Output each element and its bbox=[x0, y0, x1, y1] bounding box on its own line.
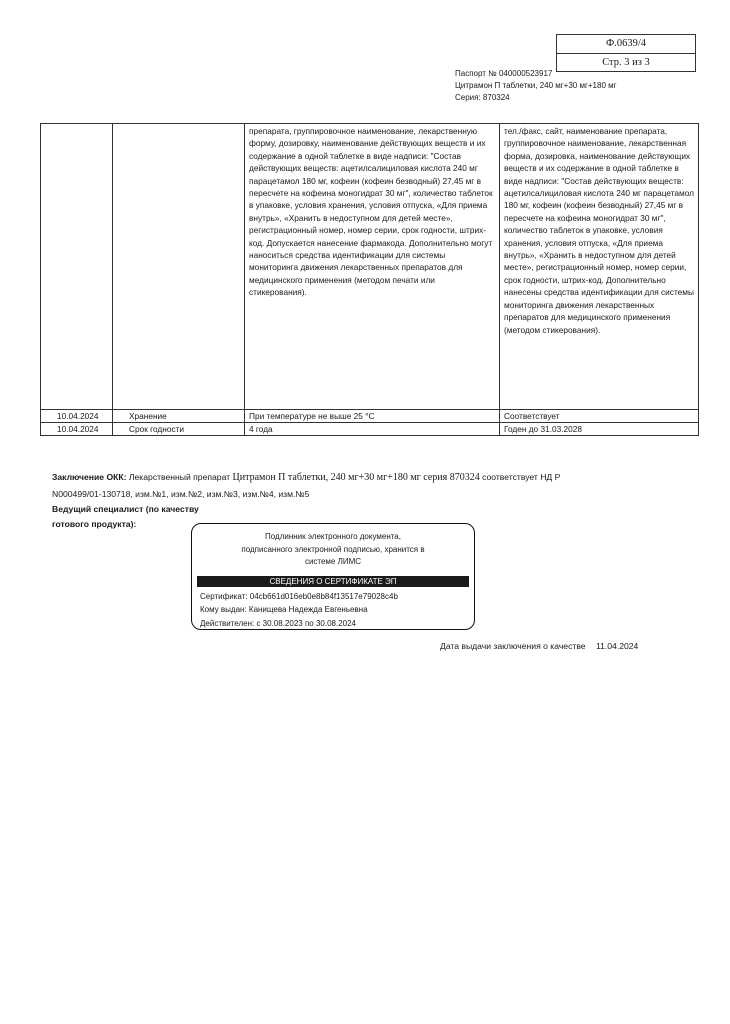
row-result: Соответствует bbox=[500, 410, 699, 423]
page-counter: Стр. 3 из 3 bbox=[557, 53, 695, 72]
row-requirement: препарата, группировочное наименование, лекарственную форму, дозировку, наименование действующих веществ и их содержание в одной таблетке в виде надписи: "Состав действующих веществ: ацетилсалициловая кислота 240 мг парацетамол 180 мг, кофеин (кофеин безводный) 27,45 мг в пересчете на кофеина моногидрат 30 мг", количество таблеток в упаковке, условия хранения, условия отпуска, «Для приема внутрь», «Хранить в недоступном для детей месте», регистрационный номер, номер серии, срок годности, штрих-код. Допускается нанесение фармакода. Дополнительно могут наноситься средства идентификации для системы мониторинга движения лекарственных препаратов для медицинского применения (методом печати или стикерования). bbox=[245, 124, 500, 410]
row-requirement: При температуре не выше 25 °С bbox=[245, 410, 500, 423]
issue-date-label: Дата выдачи заключения о качестве bbox=[440, 641, 586, 651]
conclusion-product: Цитрамон П таблетки, 240 мг+30 мг+180 мг серия 870324 bbox=[232, 472, 480, 483]
form-code: Ф.0639/4 bbox=[605, 38, 647, 49]
row-result: Годен до 31.03.2028 bbox=[500, 423, 699, 436]
row-date: 10.04.2024 bbox=[41, 410, 113, 423]
stamp-line: системе ЛИМС bbox=[304, 557, 362, 566]
issue-date bbox=[440, 641, 638, 651]
passport-header bbox=[455, 68, 617, 104]
table-row bbox=[41, 423, 699, 436]
stamp-issued-to: Кому выдан: Канищева Надежда Евгеньевна bbox=[200, 605, 368, 614]
e-signature-stamp bbox=[191, 523, 475, 630]
row-result: тел./факс, сайт, наименование препарата, группировочное наименование, лекарственная форма, дозировка, наименование действующих веществ и их содержание в одной таблетке в виде надписи: "Состав действующих веществ: ацетилсалициловая кислота 240 мг парацетамол 180 мг, кофеин (кофеин безводный) 27,45 мг в пересчете на кофеина моногидрат 30 мг", количество таблеток в упаковке, условия хранения, условия отпуска, «Для приема внутрь», «Хранить в недоступном для детей месте», регистрационный номер, номер серии, срок годности, штрих-код. Дополнительно нанесены средства идентификации для системы мониторинга движения лекарственных препаратов для медицинского применения (методом стикерования). bbox=[500, 124, 699, 410]
conclusion-text bbox=[52, 469, 612, 502]
product-name: Цитрамон П таблетки, 240 мг+30 мг+180 мг bbox=[455, 81, 617, 90]
stamp-header bbox=[192, 531, 474, 569]
row-indicator: Срок годности bbox=[113, 423, 245, 436]
row-indicator bbox=[113, 124, 245, 410]
row-indicator: Хранение bbox=[113, 410, 245, 423]
conclusion-pre: Лекарственный препарат bbox=[128, 472, 231, 482]
form-code-box bbox=[556, 34, 696, 72]
table-row bbox=[41, 124, 699, 410]
row-date: 10.04.2024 bbox=[41, 423, 113, 436]
quality-table bbox=[40, 123, 699, 436]
row-date bbox=[41, 124, 113, 410]
table-row bbox=[41, 410, 699, 423]
row-requirement: 4 года bbox=[245, 423, 500, 436]
series-number: Серия: 870324 bbox=[455, 93, 510, 102]
passport-number: Паспорт № 040000523917 bbox=[455, 69, 553, 78]
stamp-certificate: Сертификат: 04cb661d016eb0e8b84f13517e79028c4b bbox=[200, 591, 398, 601]
conclusion-label: Заключение ОКК: bbox=[52, 472, 127, 482]
specialist-label: Ведущий специалист (по качеству готового продукта): bbox=[52, 504, 199, 529]
conclusion-post: соответствует НД Р N000499/01-130718, изм.№1, изм.№2, изм.№3, изм.№4, изм.№5 bbox=[52, 472, 561, 499]
stamp-line: подписанного электронной подписью, хранится в bbox=[241, 544, 425, 554]
stamp-validity: Действителен: с 30.08.2023 по 30.08.2024 bbox=[200, 618, 356, 628]
stamp-line: Подлинник электронного документа, bbox=[265, 532, 401, 541]
stamp-cert-bar: СВЕДЕНИЯ О СЕРТИФИКАТЕ ЭП bbox=[197, 576, 469, 587]
issue-date-value: 11.04.2024 bbox=[595, 641, 639, 651]
